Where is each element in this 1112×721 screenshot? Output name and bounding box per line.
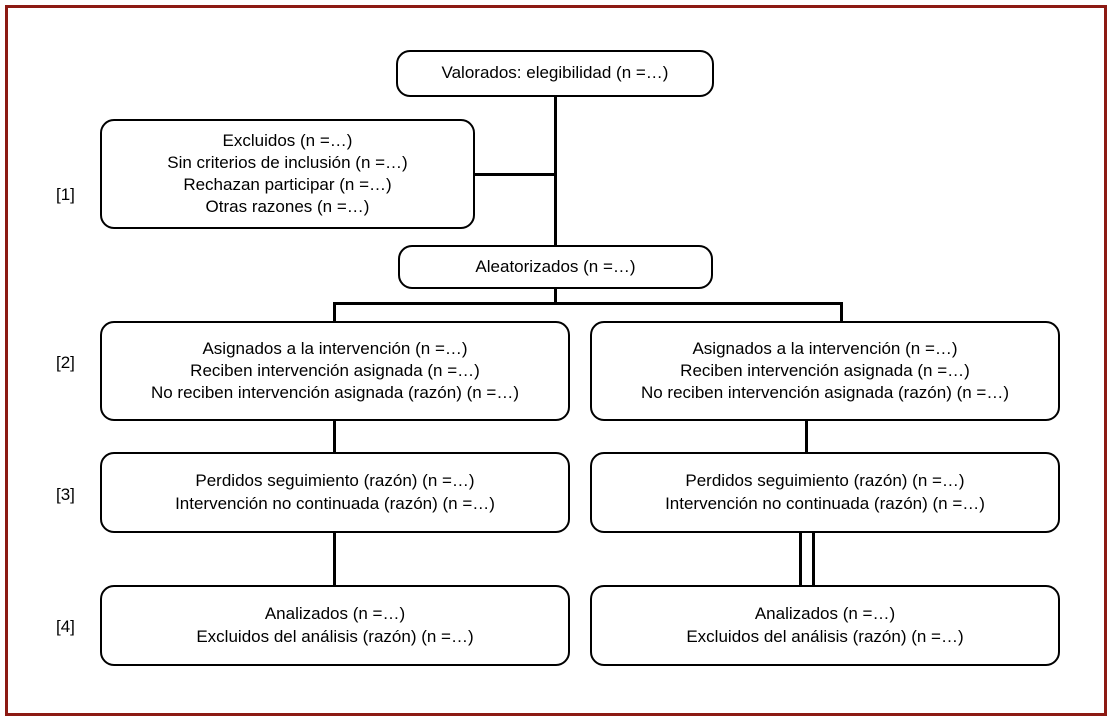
allocation-left-line-2: Reciben intervención asignada (n =…) [190,360,480,380]
excluded-line-3: Rechazan participar (n =…) [183,175,392,194]
connector-followup-to-analysis-right-a [799,532,802,588]
stage-label-4: [4] [56,617,75,636]
followup-right-line-2: Intervención no continuada (razón) (n =…) [665,493,985,513]
followup-left-box [100,452,570,533]
followup-right-line-1: Perdidos seguimiento (razón) (n =…) [685,471,965,491]
diagram-canvas [8,8,1110,719]
randomized-line-1: Aleatorizados (n =…) [475,256,636,276]
excluded-box [100,119,475,229]
followup-right-box [590,452,1060,533]
allocation-right-box [590,321,1060,421]
eligibility-line-1: Valorados: elegibilidad (n =…) [441,63,669,83]
connector-followup-to-analysis-left [333,532,336,588]
connector-allocation-to-followup-right [805,420,808,456]
analysis-right-line-2: Excluidos del análisis (razón) (n =…) [686,626,964,646]
connector-eligibility-to-excluded [473,173,557,176]
excluded-line-1: Excluidos (n =…) [222,130,353,150]
randomized-box [398,245,713,289]
followup-left-line-2: Intervención no continuada (razón) (n =…) [175,493,495,513]
analysis-left-line-2: Excluidos del análisis (razón) (n =…) [196,626,474,646]
stage-label-2: [2] [56,353,75,372]
excluded-line-4: Otras razones (n =…) [205,197,370,217]
excluded-line-2: Sin criterios de inclusión (n =…) [167,152,408,172]
allocation-left-line-1: Asignados a la intervención (n =…) [202,338,468,358]
followup-left-line-1: Perdidos seguimiento (razón) (n =…) [195,471,475,491]
connector-allocation-split [333,302,843,305]
analysis-right-box [590,585,1060,666]
connector-allocation-to-followup-left [333,420,336,456]
analysis-right-line-1: Analizados (n =…) [754,604,896,624]
allocation-left-box [100,321,570,421]
allocation-left-line-3: No reciben intervención asignada (razón) (n =…) [150,383,520,403]
stage-label-3: [3] [56,485,75,504]
allocation-right-line-3: No reciben intervención asignada (razón) (n =…) [640,383,1010,403]
connector-followup-to-analysis-right-b [812,532,815,588]
analysis-left-line-1: Analizados (n =…) [264,604,406,624]
allocation-right-line-1: Asignados a la intervención (n =…) [692,338,958,358]
analysis-left-box [100,585,570,666]
eligibility-box [396,50,714,97]
stage-label-1: [1] [56,185,75,204]
diagram-frame [5,5,1107,716]
allocation-right-line-2: Reciben intervención asignada (n =…) [680,360,970,380]
